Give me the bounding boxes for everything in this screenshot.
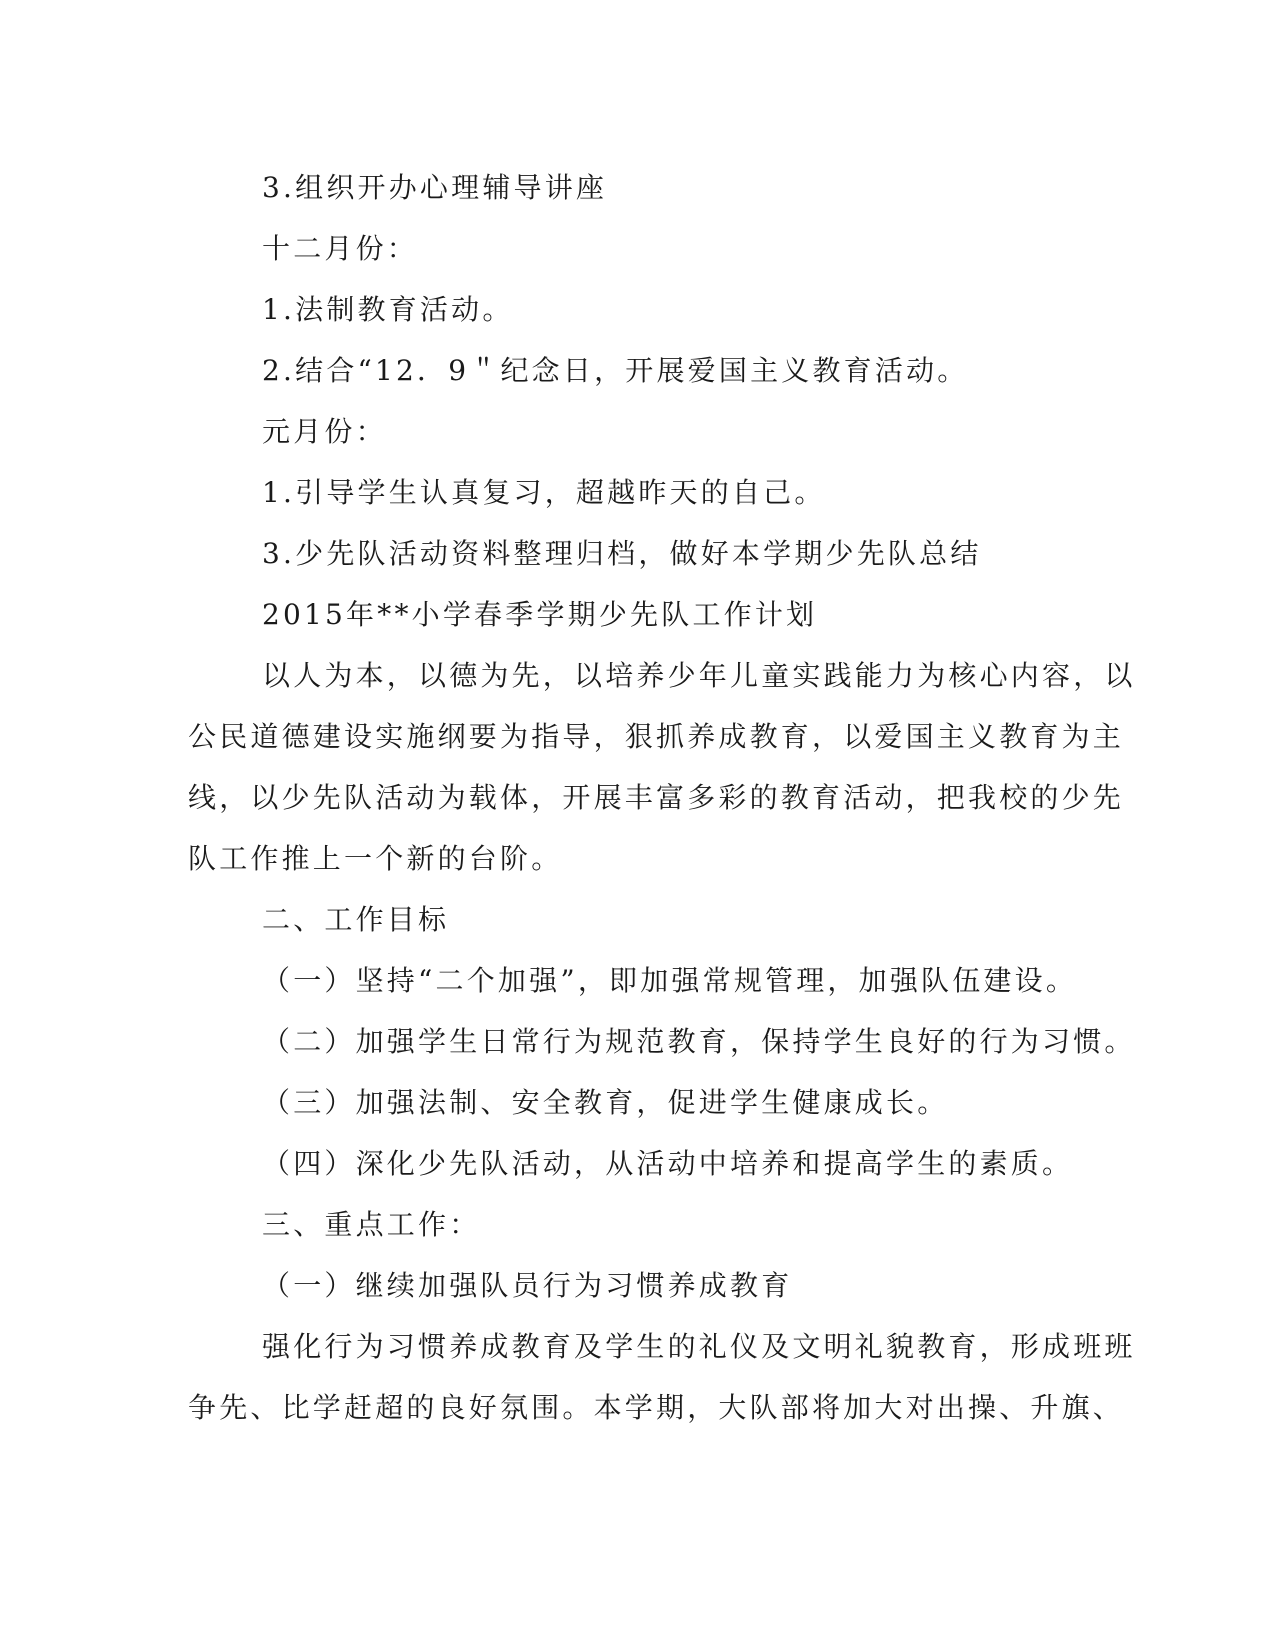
item-legal-education: 1.法制教育活动。: [262, 293, 514, 326]
heading-december: 十二月份：: [262, 232, 419, 265]
item-archive: 3.少先队活动资料整理归档，做好本学期少先队总结: [262, 537, 982, 570]
goal-item-1: （一）坚持“二个加强”，即加强常规管理，加强队伍建设。: [262, 964, 1078, 997]
paragraph-intro-line-3: 线，以少先队活动为载体，开展丰富多彩的教育活动，把我校的少先: [188, 781, 1125, 814]
document-title: 2015年**小学春季学期少先队工作计划: [262, 598, 818, 631]
section-heading-key-work: 三、重点工作：: [262, 1208, 481, 1241]
goal-item-4: （四）深化少先队活动，从活动中培养和提高学生的素质。: [262, 1147, 1074, 1180]
document-body: [0, 157, 1275, 1438]
paragraph-intro-line-2: 公民道德建设实施纲要为指导，狠抓养成教育，以爱国主义教育为主: [188, 720, 1125, 753]
paragraph-intro-line-1: 以人为本，以德为先，以培养少年儿童实践能力为核心内容，以: [262, 659, 1136, 692]
paragraph-intro-line-4: 队工作推上一个新的台阶。: [188, 842, 563, 875]
key-work-item-1: （一）继续加强队员行为习惯养成教育: [262, 1269, 793, 1302]
goal-item-2: （二）加强学生日常行为规范教育，保持学生良好的行为习惯。: [262, 1025, 1136, 1058]
paragraph-habits-line-2: 争先、比学赶超的良好氛围。本学期，大队部将加大对出操、升旗、: [188, 1391, 1125, 1424]
item-lecture: 3.组织开办心理辅导讲座: [262, 171, 608, 204]
paragraph-habits-line-1: 强化行为习惯养成教育及学生的礼仪及文明礼貌教育，形成班班: [262, 1330, 1136, 1363]
item-review: 1.引导学生认真复习，超越昨天的自己。: [262, 476, 826, 509]
section-heading-goals: 二、工作目标: [262, 903, 450, 936]
item-patriotic-education: 2.结合“12．9＂纪念日，开展爱国主义教育活动。: [262, 354, 969, 387]
goal-item-3: （三）加强法制、安全教育，促进学生健康成长。: [262, 1086, 949, 1119]
heading-january: 元月份：: [262, 415, 387, 448]
